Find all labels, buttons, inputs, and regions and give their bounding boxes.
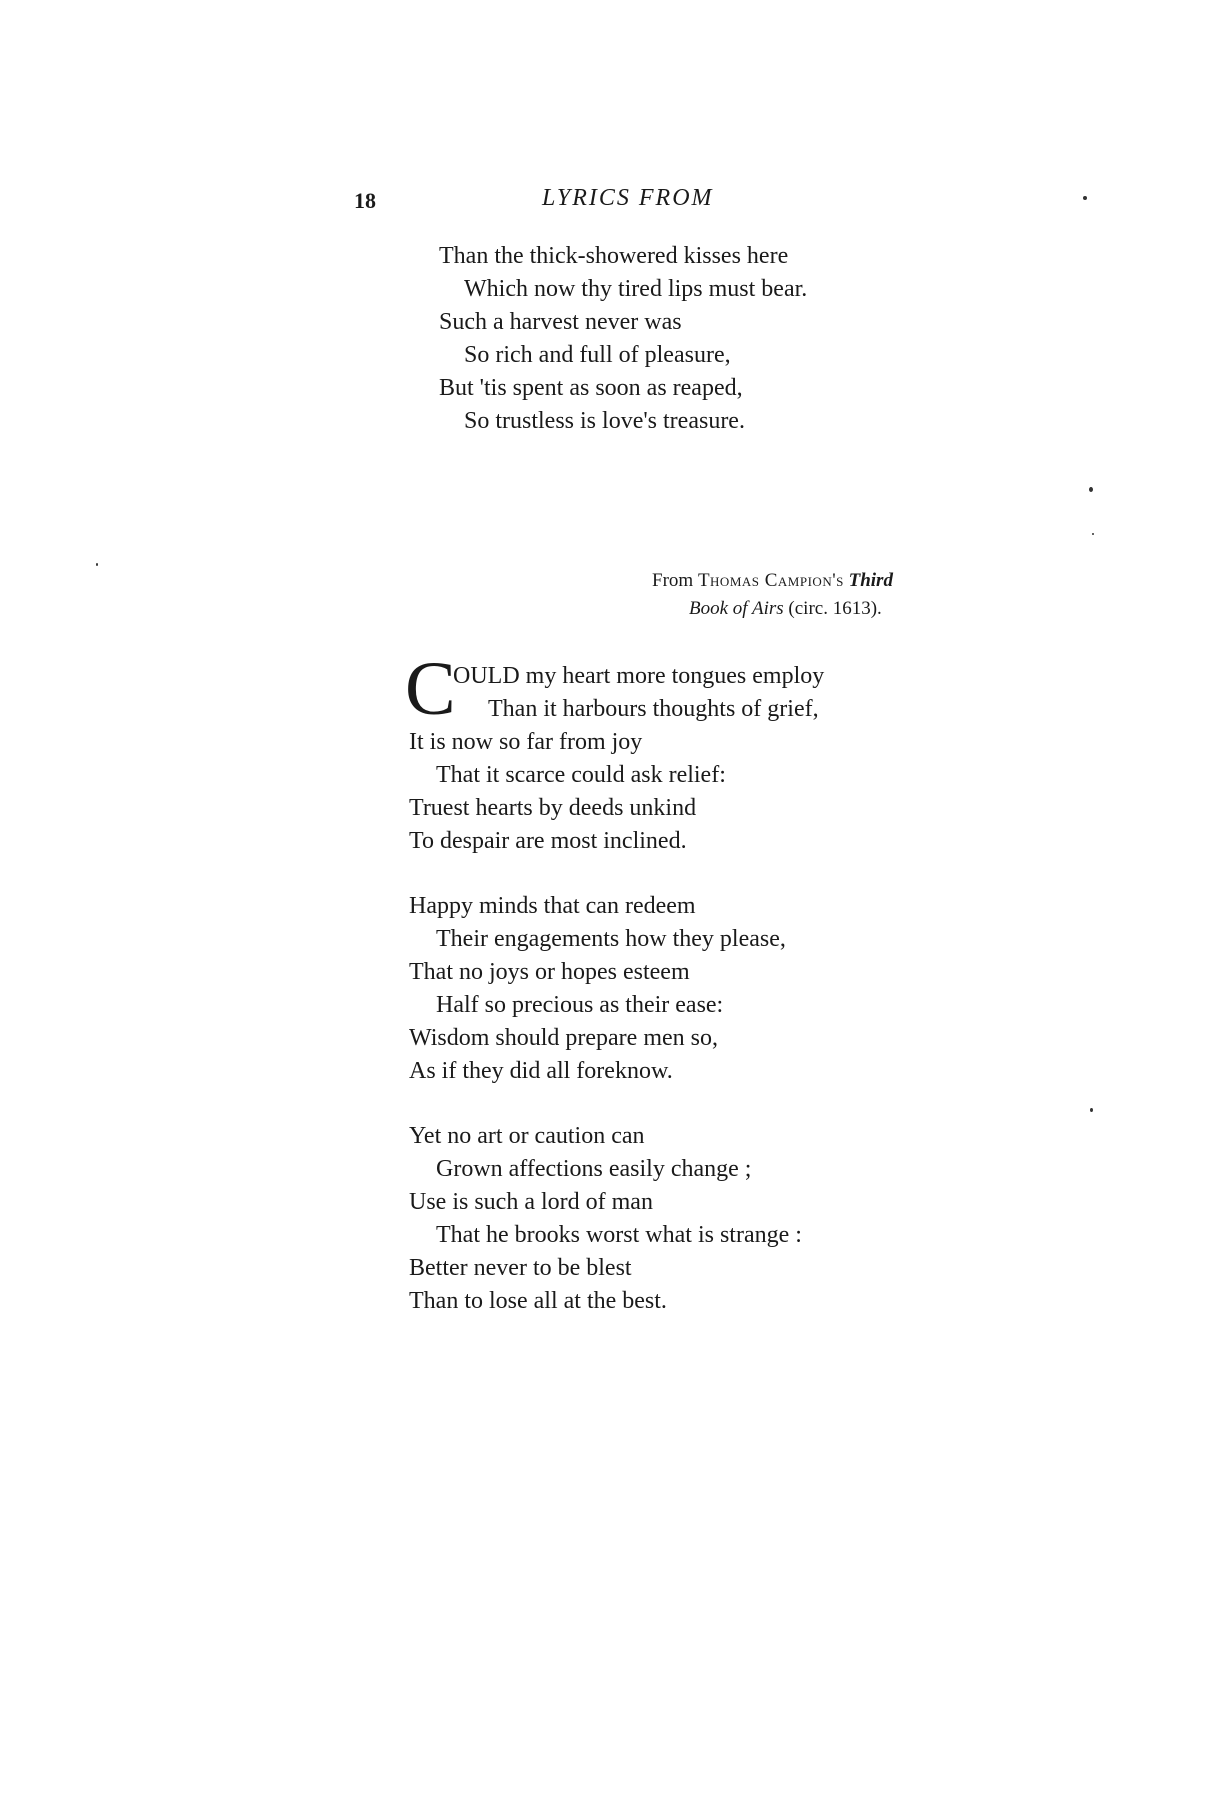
attribution-date: (circ. 1613). [788,598,882,619]
drop-cap: C [405,647,456,731]
attribution-author: Thomas Campion's [697,570,844,591]
poem-line: It is now so far from joy [409,729,643,755]
poem-line: Than the thick-showered kisses here [439,243,789,269]
page-number: 18 [354,188,376,213]
poem-line: Wisdom should prepare men so, [409,1025,718,1051]
attribution-from: From [652,570,694,591]
scan-speck [1089,487,1093,492]
poem-line: Than to lose all at the best. [409,1288,667,1314]
attribution-title-word: Third [848,570,893,591]
attribution-line-2 [689,597,882,621]
poem-line: Than it harbours thoughts of grief, [488,696,819,722]
poem-line: That it scarce could ask relief: [436,762,726,788]
poem-line: Use is such a lord of man [409,1189,653,1215]
poem-line: Grown affections easily change ; [436,1156,752,1182]
poem-line: Such a harvest never was [439,309,682,335]
poem-line: Better never to be blest [409,1255,632,1281]
poem-line: Which now thy tired lips must bear. [464,276,808,302]
poem-line: Happy minds that can redeem [409,893,696,919]
poem-line: But 'tis spent as soon as reaped, [439,375,743,401]
scan-speck [1092,533,1094,535]
attribution-line-1 [652,569,893,593]
poem-line: Half so precious as their ease: [436,992,724,1018]
poem-line: Yet no art or caution can [409,1123,645,1149]
poem-line: As if they did all foreknow. [409,1058,673,1084]
scan-speck [1083,196,1087,200]
poem-line: That no joys or hopes esteem [409,959,690,985]
scan-speck [96,563,98,566]
scan-speck [1090,1108,1093,1112]
poem-line: That he brooks worst what is strange : [436,1222,802,1248]
poem-line: Their engagements how they please, [436,926,786,952]
poem-line: OULD my heart more tongues employ [453,663,825,689]
attribution-book: Book of Airs [689,598,784,619]
poem-line: Truest hearts by deeds unkind [409,795,697,821]
poem-line: So rich and full of pleasure, [464,342,731,368]
poem-line: So trustless is love's treasure. [464,408,745,434]
running-head: LYRICS FROM [542,185,714,211]
poem-line: To despair are most inclined. [409,828,687,854]
